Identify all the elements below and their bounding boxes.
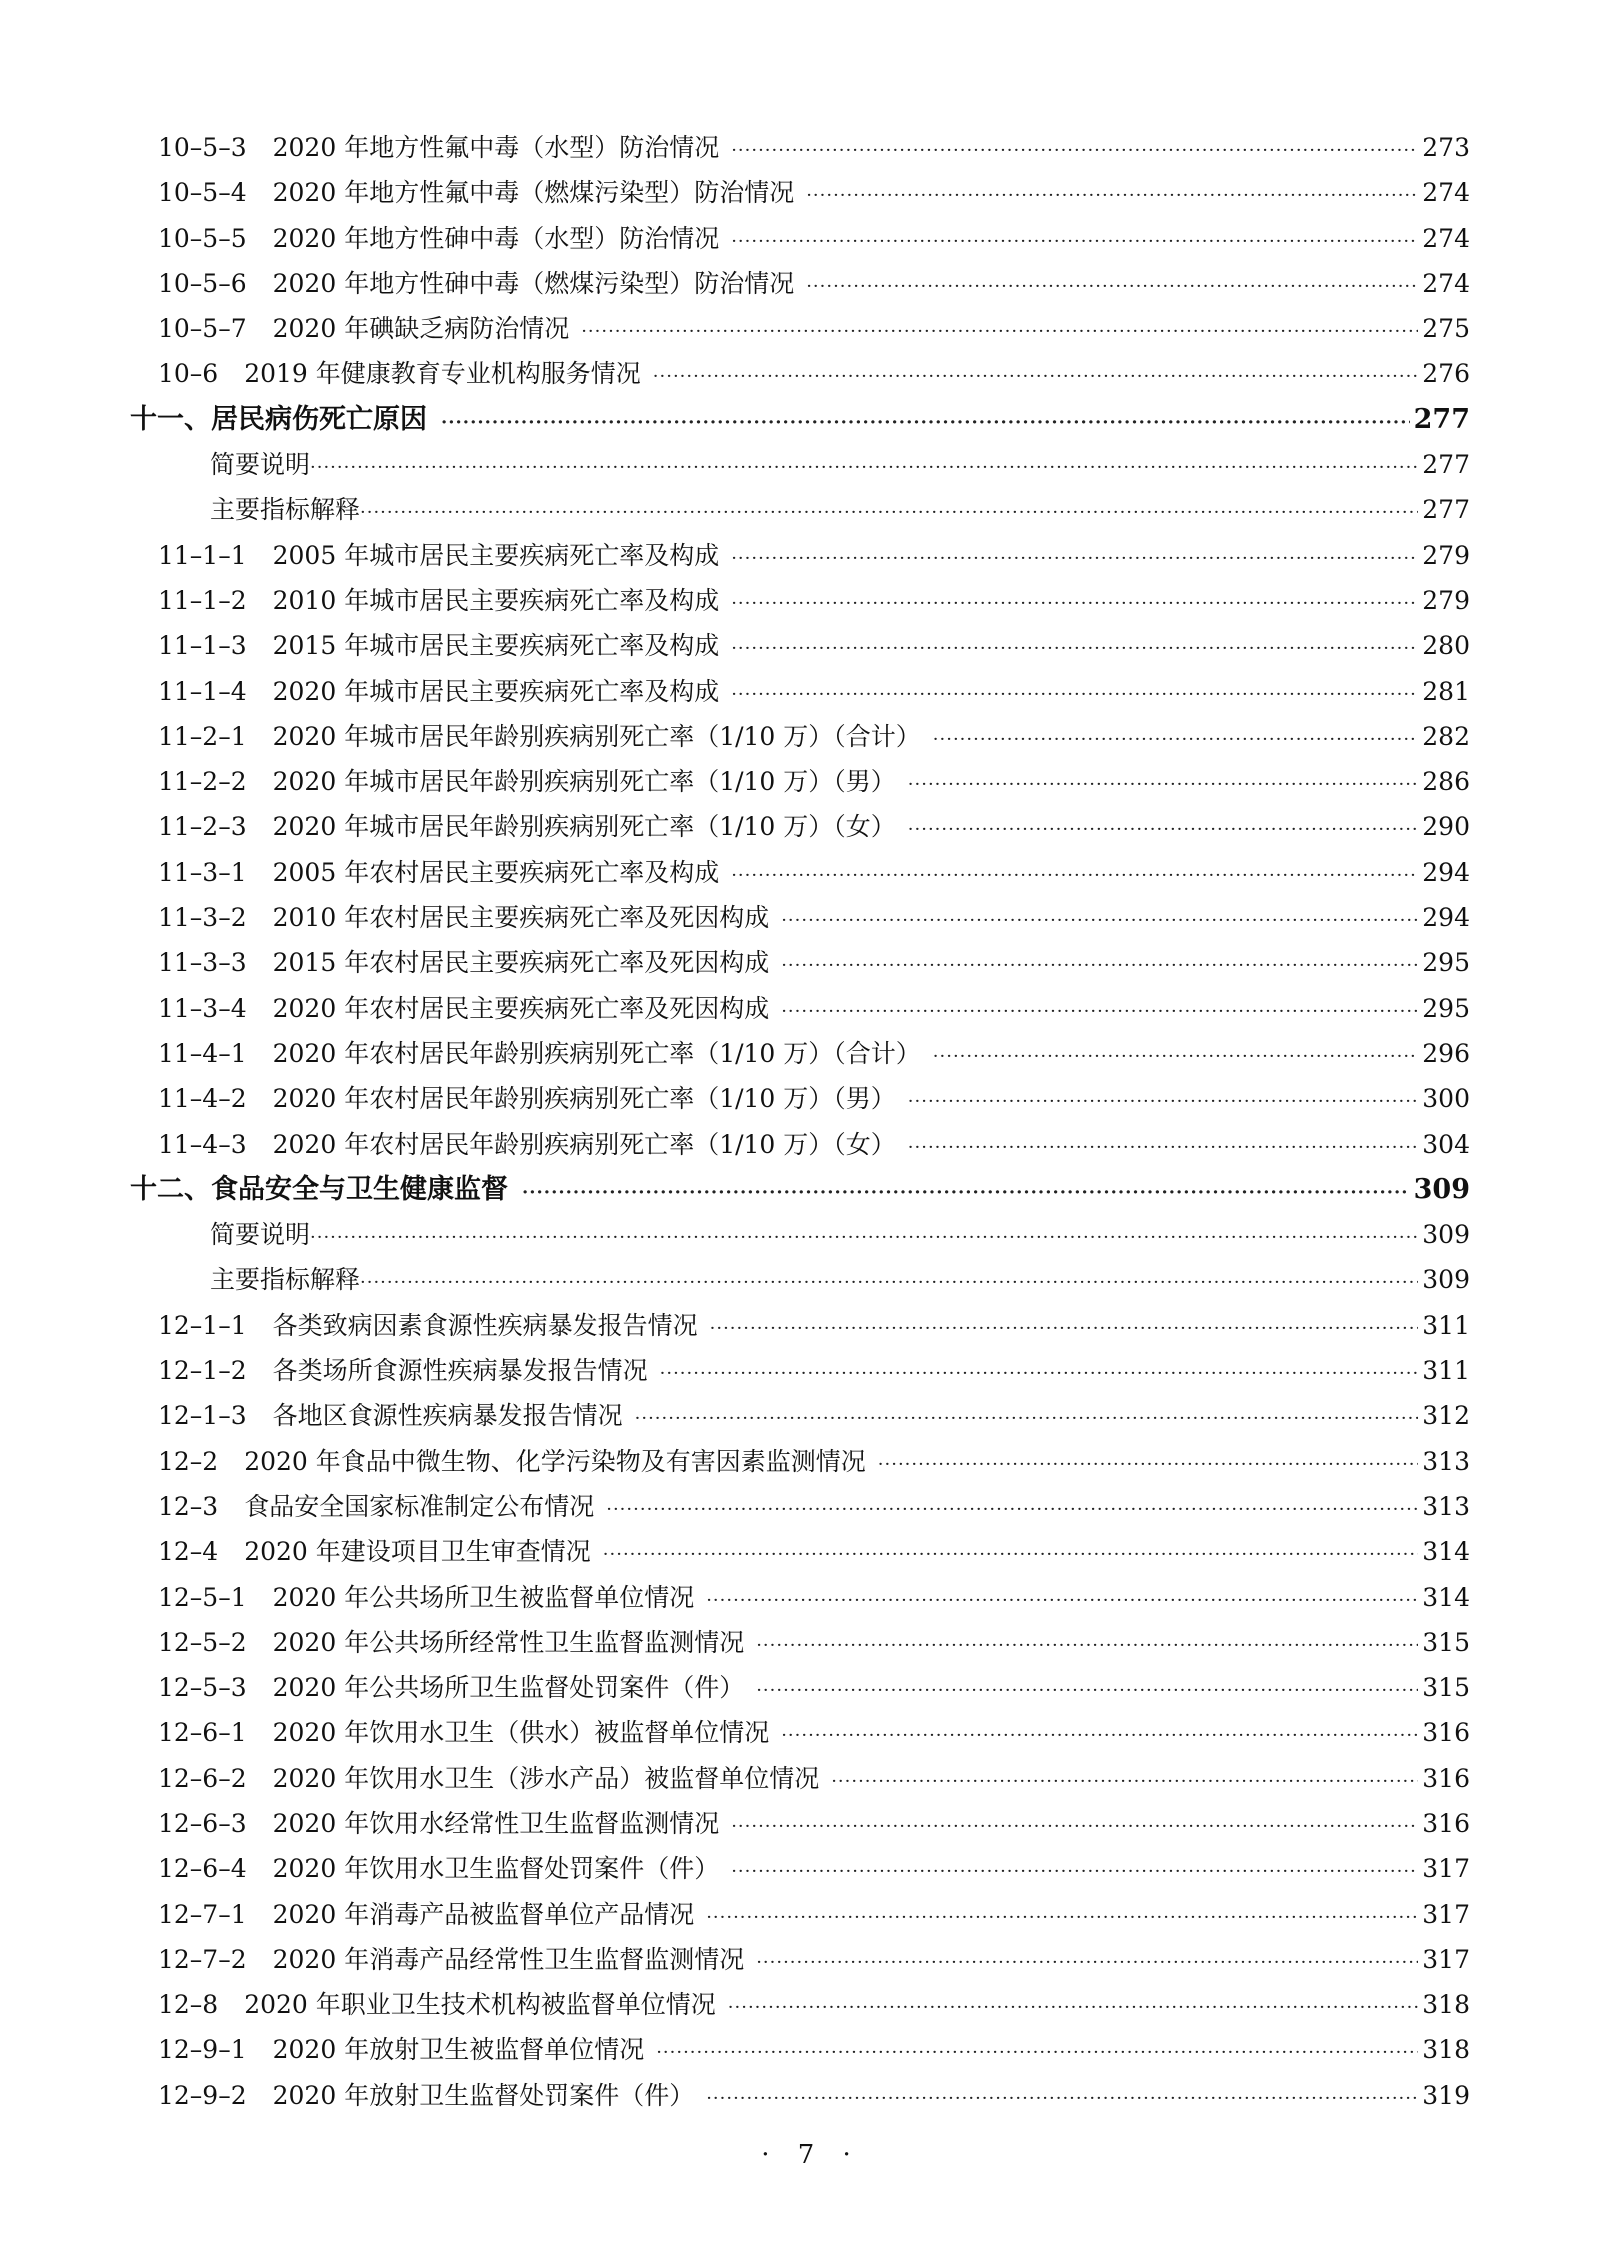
dot-leader [360,490,1418,535]
toc-entry-label [158,533,719,578]
toc-entry-label [158,1529,591,1574]
toc-entry-number: 10–5–3 [158,133,247,162]
toc-entry-title: 2020 年建设项目卫生审查情况 [244,1537,591,1567]
toc-table-entry[interactable] [130,306,1470,351]
toc-entry-number: 11–3–2 [158,903,247,933]
toc-entry-number: 11–4–1 [158,1038,247,1068]
toc-entry-label [158,940,769,985]
toc-entry-title: 各类场所食源性疾病暴发报告情况 [272,1356,648,1386]
dot-leader [731,626,1418,671]
toc-entry-number: 10–5–6 [158,268,247,298]
toc-entry-number: 12–1–2 [158,1356,247,1386]
toc-entry-title: 2020 年农村居民年龄别疾病别死亡率（1/10 万）（合计） [272,1038,921,1068]
toc-table-entry[interactable] [130,1575,1470,1620]
toc-entry-title: 简要说明 [210,450,311,480]
toc-entry-label [158,986,769,1031]
toc-entry-title: 十二、食品安全与卫生健康监督 [130,1173,508,1205]
toc-entry-page: 317 [1422,1944,1470,1974]
toc-table-entry[interactable] [130,940,1470,985]
dot-leader [653,354,1418,399]
toc-entry-page: 309 [1422,1220,1470,1250]
toc-table-entry[interactable] [130,1756,1470,1801]
dot-leader [806,173,1418,218]
toc-entry-page: 314 [1422,1582,1470,1612]
toc-table-entry[interactable] [130,1665,1470,1710]
toc-entry-page: 274 [1422,178,1470,208]
toc-entry-label [158,759,896,804]
toc-subsection[interactable] [130,442,1470,487]
toc-entry-number: 11–3–4 [158,993,247,1023]
toc-table-entry[interactable] [130,1529,1470,1574]
toc-entry-label [158,1031,921,1076]
toc-entry-title: 十一、居民病伤死亡原因 [130,403,427,435]
toc-entry-page: 316 [1422,1718,1470,1748]
toc-entry-page: 318 [1422,1990,1470,2020]
toc-entry-number: 12–3 [158,1491,219,1521]
toc-entry-label [158,1122,896,1167]
toc-entry-page: 274 [1422,223,1470,253]
toc-table-entry[interactable] [130,216,1470,261]
toc-entry-title: 2020 年农村居民年龄别疾病别死亡率（1/10 万）（女） [272,1129,896,1159]
dot-leader [731,581,1418,626]
toc-entry-number: 12–9–1 [158,2035,247,2065]
toc-entry-number: 12–5–1 [158,1582,247,1612]
toc-entry-title: 2020 年地方性砷中毒（燃煤污染型）防治情况 [272,268,795,298]
toc-entry-page: 296 [1422,1038,1470,1068]
dot-leader [908,762,1418,807]
toc-entry-label [158,2027,644,2072]
toc-entry-label [158,1937,744,1982]
toc-entry-page: 314 [1422,1537,1470,1567]
toc-table-entry[interactable] [130,261,1470,306]
toc-entry-title: 简要说明 [210,1220,311,1250]
toc-entry-title: 2020 年消毒产品被监督单位产品情况 [272,1899,695,1929]
toc-entry-title: 2020 年饮用水卫生监督处罚案件（件） [272,1854,720,1884]
toc-table-entry[interactable] [130,1031,1470,1076]
toc-table-entry[interactable] [130,759,1470,804]
dot-leader [756,1623,1418,1668]
dot-leader [731,853,1418,898]
toc-table-entry[interactable] [130,1620,1470,1665]
toc-entry-number: 10–6 [158,359,219,389]
toc-table-entry[interactable] [130,850,1470,895]
toc-entry-label [158,1303,698,1348]
toc-table-entry[interactable] [130,1846,1470,1891]
toc-entry-title: 2020 年放射卫生被监督单位情况 [272,2035,645,2065]
toc-entry-label [158,1756,819,1801]
toc-entry-title: 2020 年消毒产品经常性卫生监督监测情况 [272,1944,745,1974]
toc-table-entry[interactable] [130,1393,1470,1438]
toc-entry-title: 主要指标解释 [210,495,361,525]
toc-entry-number: 11–3–3 [158,948,247,978]
toc-entry-number: 10–5–5 [158,223,247,253]
toc-table-entry[interactable] [130,1484,1470,1529]
dot-leader [660,1351,1419,1396]
toc-entry-title: 2020 年城市居民年龄别疾病别死亡率（1/10 万）（男） [272,767,896,797]
toc-entry-number: 12–9–2 [158,2080,247,2110]
toc-entry-number: 11–1–1 [158,540,247,570]
toc-entry-number: 11–4–2 [158,1084,247,1114]
toc-entry-label [158,306,569,351]
dot-leader [728,1985,1418,2030]
toc-table-entry[interactable] [130,804,1470,849]
toc-entry-label [158,1348,648,1393]
toc-entry-label [130,1167,508,1212]
dot-leader [710,1306,1419,1351]
toc-entry-page: 312 [1422,1401,1470,1431]
toc-entry-label [158,1982,716,2027]
dot-leader [781,989,1418,1034]
toc-table-entry[interactable] [130,170,1470,215]
dot-leader [656,2030,1418,2075]
toc-entry-label [210,442,310,487]
toc-table-entry[interactable] [130,125,1470,170]
toc-entry-label [158,1801,719,1846]
toc-entry-label [158,850,719,895]
toc-entry-number: 12–6–2 [158,1763,247,1793]
toc-entry-label [158,1076,896,1121]
dot-leader [731,1804,1418,1849]
toc-entry-title: 2015 年农村居民主要疾病死亡率及死因构成 [272,948,770,978]
dot-leader [310,445,1418,490]
toc-entry-page: 316 [1422,1808,1470,1838]
toc-entry-page: 281 [1422,676,1470,706]
toc-entry-title: 2020 年饮用水经常性卫生监督监测情况 [272,1808,720,1838]
toc-entry-page: 311 [1422,1310,1470,1340]
toc-entry-page: 290 [1422,812,1470,842]
toc-table-entry[interactable] [130,1348,1470,1393]
toc-entry-label [210,487,360,532]
toc-entry-label [158,804,896,849]
toc-entry-number: 12–1–1 [158,1310,247,1340]
dot-leader [781,898,1418,943]
toc-entry-number: 10–5–7 [158,314,247,344]
dot-leader [360,1260,1418,1305]
toc-entry-label [158,1393,623,1438]
toc-entry-title: 2020 年职业卫生技术机构被监督单位情况 [244,1990,716,2020]
toc-entry-number: 11–1–3 [158,631,247,661]
toc-entry-page: 274 [1422,268,1470,298]
toc-entry-number: 12–4 [158,1537,219,1567]
dot-leader [933,1034,1418,1079]
toc-entry-label [158,1665,744,1710]
toc-entry-page: 315 [1422,1673,1470,1703]
toc-entry-page: 277 [1413,403,1470,435]
toc-entry-page: 277 [1422,450,1470,480]
toc-entry-page: 311 [1422,1356,1470,1386]
toc-entry-page: 318 [1422,2035,1470,2065]
toc-entry-title: 2020 年公共场所卫生监督处罚案件（件） [272,1673,745,1703]
toc-entry-page: 273 [1422,133,1470,162]
toc-table-entry[interactable] [130,351,1470,396]
toc-table-entry[interactable] [130,1303,1470,1348]
toc-entry-label [158,1892,694,1937]
dot-leader [878,1442,1418,1487]
toc-subsection[interactable] [130,487,1470,532]
toc-entry-label [158,261,794,306]
toc-entry-page: 315 [1422,1627,1470,1657]
dot-leader [441,400,1410,445]
toc-entry-number: 11–3–1 [158,857,247,887]
toc-table-entry[interactable] [130,2027,1470,2072]
toc-table-entry[interactable] [130,623,1470,668]
toc-entry-page: 280 [1422,631,1470,661]
toc-table-entry[interactable] [130,578,1470,623]
toc-table-entry[interactable] [130,895,1470,940]
toc-entry-title: 2020 年饮用水卫生（供水）被监督单位情况 [272,1718,770,1748]
toc-entry-title: 2020 年城市居民年龄别疾病别死亡率（1/10 万）（女） [272,812,896,842]
toc-entry-title: 2010 年农村居民主要疾病死亡率及死因构成 [272,903,770,933]
toc-entry-number: 12–8 [158,1990,219,2020]
toc-entry-page: 317 [1422,1854,1470,1884]
toc-entry-page: 313 [1422,1446,1470,1476]
toc-entry-title: 2019 年健康教育专业机构服务情况 [244,359,641,389]
table-of-contents [130,125,1470,2118]
toc-entry-number: 12–6–4 [158,1854,247,1884]
toc-entry-number: 11–2–2 [158,767,247,797]
dot-leader [706,1895,1418,1940]
toc-entry-number: 11–1–2 [158,585,247,615]
toc-table-entry[interactable] [130,1937,1470,1982]
toc-entry-page: 300 [1422,1084,1470,1114]
toc-entry-number: 12–7–2 [158,1944,247,1974]
toc-entry-title: 2020 年公共场所卫生被监督单位情况 [272,1582,695,1612]
dot-leader [603,1532,1418,1577]
dot-leader [756,1668,1418,1713]
toc-entry-page: 294 [1422,903,1470,933]
dot-leader [731,219,1418,264]
dot-leader [756,1940,1418,1985]
toc-entry-title: 各地区食源性疾病暴发报告情况 [272,1401,623,1431]
toc-table-entry[interactable] [130,986,1470,1031]
toc-entry-page: 304 [1422,1129,1470,1159]
toc-table-entry[interactable] [130,2073,1470,2118]
toc-entry-number: 11–2–3 [158,812,247,842]
toc-entry-label [158,895,769,940]
dot-leader [933,717,1418,762]
toc-subsection[interactable] [130,1212,1470,1257]
dot-leader [731,1849,1418,1894]
toc-subsection[interactable] [130,1257,1470,1302]
toc-entry-title: 2015 年城市居民主要疾病死亡率及构成 [272,631,720,661]
toc-table-entry[interactable] [130,1122,1470,1167]
dot-leader [310,1215,1418,1260]
dot-leader [606,1487,1418,1532]
page-number: · 7 · [761,2140,861,2170]
toc-entry-page: 277 [1422,495,1470,525]
dot-leader [806,264,1418,309]
toc-table-entry[interactable] [130,1076,1470,1121]
toc-entry-title: 2020 年地方性氟中毒（水型）防治情况 [272,133,720,162]
toc-table-entry[interactable] [130,1801,1470,1846]
dot-leader [635,1396,1419,1441]
toc-entry-title: 2020 年农村居民年龄别疾病别死亡率（1/10 万）（男） [272,1084,896,1114]
toc-entry-title: 2020 年饮用水卫生（涉水产品）被监督单位情况 [272,1763,820,1793]
toc-entry-title: 2020 年地方性氟中毒（燃煤污染型）防治情况 [272,178,795,208]
toc-entry-number: 11–2–1 [158,721,247,751]
toc-entry-page: 309 [1413,1173,1470,1205]
dot-leader [706,2076,1418,2121]
dot-leader [908,807,1418,852]
toc-entry-title: 2020 年公共场所经常性卫生监督监测情况 [272,1627,745,1657]
toc-entry-label [158,216,719,261]
dot-leader [731,128,1418,173]
dot-leader [781,1713,1418,1758]
toc-entry-label [130,397,427,442]
toc-chapter-heading[interactable] [130,1167,1470,1212]
toc-table-entry[interactable] [130,669,1470,714]
toc-entry-page: 276 [1422,359,1470,389]
toc-entry-title: 主要指标解释 [210,1265,361,1295]
dot-leader [781,943,1418,988]
toc-entry-number: 10–5–4 [158,178,247,208]
toc-entry-number: 11–4–3 [158,1129,247,1159]
toc-entry-title: 2005 年城市居民主要疾病死亡率及构成 [272,540,720,570]
toc-entry-number: 12–5–3 [158,1673,247,1703]
toc-table-entry[interactable] [130,1710,1470,1755]
toc-entry-label [158,623,719,668]
toc-entry-page: 319 [1422,2080,1470,2110]
toc-entry-page: 294 [1422,857,1470,887]
toc-entry-label [158,1846,719,1891]
toc-table-entry[interactable] [130,714,1470,759]
toc-entry-number: 12–2 [158,1446,219,1476]
toc-entry-label [158,1620,744,1665]
toc-entry-title: 2020 年地方性砷中毒（水型）防治情况 [272,223,720,253]
toc-entry-page: 279 [1422,540,1470,570]
toc-entry-number: 12–6–1 [158,1718,247,1748]
toc-entry-label [158,170,794,215]
toc-entry-title: 2020 年食品中微生物、化学污染物及有害因素监测情况 [244,1446,866,1476]
toc-entry-number: 12–1–3 [158,1401,247,1431]
toc-entry-title: 2010 年城市居民主要疾病死亡率及构成 [272,585,720,615]
toc-entry-page: 286 [1422,767,1470,797]
toc-entry-number: 12–5–2 [158,1627,247,1657]
toc-entry-title: 各类致病因素食源性疾病暴发报告情况 [272,1310,698,1340]
toc-entry-label [158,578,719,623]
dot-leader [831,1759,1418,1804]
toc-entry-title: 2020 年碘缺乏病防治情况 [272,314,570,344]
dot-leader [908,1079,1418,1124]
toc-entry-number: 12–7–1 [158,1899,247,1929]
toc-entry-label [158,1575,694,1620]
dot-leader [731,672,1418,717]
toc-entry-page: 313 [1422,1491,1470,1521]
toc-entry-label [158,351,641,396]
toc-entry-title: 2020 年城市居民年龄别疾病别死亡率（1/10 万）（合计） [272,721,921,751]
toc-entry-title: 2020 年农村居民主要疾病死亡率及死因构成 [272,993,770,1023]
toc-entry-title: 2020 年城市居民主要疾病死亡率及构成 [272,676,720,706]
toc-entry-label [158,1710,769,1755]
toc-entry-title: 2020 年放射卫生监督处罚案件（件） [272,2080,695,2110]
toc-entry-label [158,2073,694,2118]
toc-entry-title: 2005 年农村居民主要疾病死亡率及构成 [272,857,720,887]
toc-table-entry[interactable] [130,533,1470,578]
toc-entry-label [158,125,719,170]
dot-leader [581,309,1418,354]
toc-entry-number: 12–6–3 [158,1808,247,1838]
toc-entry-page: 295 [1422,993,1470,1023]
toc-entry-page: 317 [1422,1899,1470,1929]
toc-table-entry[interactable] [130,1892,1470,1937]
toc-entry-page: 309 [1422,1265,1470,1295]
toc-entry-page: 275 [1422,314,1470,344]
toc-table-entry[interactable] [130,1982,1470,2027]
toc-entry-title: 食品安全国家标准制定公布情况 [244,1491,595,1521]
toc-chapter-heading[interactable] [130,397,1470,442]
dot-leader [706,1578,1418,1623]
toc-entry-label [210,1257,360,1302]
toc-entry-page: 282 [1422,721,1470,751]
toc-entry-label [210,1212,310,1257]
toc-entry-page: 316 [1422,1763,1470,1793]
dot-leader [908,1125,1418,1170]
toc-entry-page: 295 [1422,948,1470,978]
toc-entry-label [158,669,719,714]
toc-entry-label [158,1439,866,1484]
toc-table-entry[interactable] [130,1439,1470,1484]
toc-entry-page: 279 [1422,585,1470,615]
dot-leader [522,1170,1410,1215]
toc-entry-number: 11–1–4 [158,676,247,706]
dot-leader [731,536,1418,581]
toc-entry-label [158,714,921,759]
toc-entry-label [158,1484,594,1529]
